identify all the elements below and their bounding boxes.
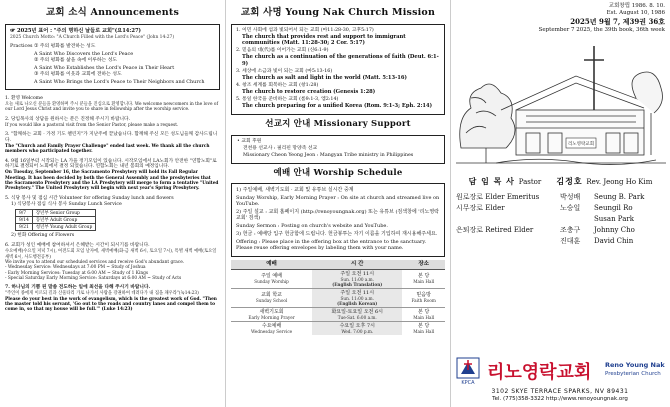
table-row <box>16 210 96 217</box>
kpca-label: KPCA <box>461 380 475 386</box>
mission-en: The church that provides rest and support to immigrant communities (Matt. 11:28-30; 2 Cor. 5:17) <box>242 33 406 47</box>
cover-column <box>450 0 670 407</box>
announcements-column <box>0 0 225 407</box>
worship-line: Sunday Sermon : Posting on church's website and YouTube. <box>236 223 388 230</box>
est-en: Est. August 10, 1986 <box>606 9 665 16</box>
news-en: The "Church and Family Prayer Challenge" ended last week. We thank all the church members who participated together. <box>5 143 210 155</box>
motto-en: 2025 Church Motto: "A Church Filled with the Lord's Peace" (John 14:27) <box>10 35 175 41</box>
vol-date: 9/21 <box>16 224 33 231</box>
service-name: 교회 학교 <box>261 292 283 299</box>
elder-name-en: Susan Park <box>594 214 634 223</box>
pastor-name-en: Rev. Jeong Ho Kim <box>586 177 653 186</box>
elder-name-en: David Chin <box>594 236 634 245</box>
kpca-emblem-icon <box>457 358 479 386</box>
practice-label: Practices <box>10 43 33 49</box>
news-list <box>5 96 220 312</box>
elder-name-en: Seung B. Park <box>594 192 645 201</box>
church-logo <box>455 356 665 386</box>
elder-role: 시무장로 Elder <box>456 203 505 212</box>
news-item <box>5 117 220 128</box>
lunch-service-label: 1) 식당봉사 점심 식사 봉사 Sunday Lunch Service <box>11 201 122 207</box>
worship-info-box <box>231 183 445 256</box>
table-row <box>231 307 445 321</box>
elder-role: 은퇴장로 Retired Elder <box>456 225 534 234</box>
pastor-line <box>456 176 665 187</box>
vol-date: 9/14 <box>16 217 33 224</box>
address-block <box>455 388 665 402</box>
news-item <box>5 96 220 113</box>
service-time: 주일 오전 11시 <box>340 289 375 296</box>
practice-num: ② <box>34 57 39 63</box>
service-note: (English Translation) <box>332 281 383 287</box>
news-ko: 5. 식당 봉사 및 점심 시간 Volunteer for offering Sunday lunch and flowers <box>5 195 174 201</box>
service-place-en: Main Hall <box>413 314 435 320</box>
service-name-en: Sunday Worship <box>254 279 289 285</box>
vol-group: 청년부 Young Adult Group <box>32 224 95 231</box>
motto-box <box>5 24 220 90</box>
service-name-en: Early Morning Prayer <box>248 314 295 320</box>
table-row <box>16 224 96 231</box>
elder-role <box>456 237 560 246</box>
service-note: (English Korean) <box>337 300 378 306</box>
col-place: 장소 <box>402 260 445 269</box>
schedule-line: - Early Morning Services: Tuesday at 6:00 AM ~ Study of 1 Kings <box>5 270 149 276</box>
service-time: 수요일 오후 7시 <box>339 322 375 329</box>
news-en: 오늘 새로 나오신 분들을 환영하며 주시 분들을 진심으로 환영합니다. We welcome newcomers in the love of our Lord Jesus Christ and invite you to share in fellowship after the worship service. <box>5 102 219 113</box>
logo-name-en-1: Reno Young Nak <box>605 361 665 369</box>
service-time: 주일 오전 11시 <box>340 270 375 277</box>
mission-ko: 4. 창조 세계를 회복하는 교회 (창1:28) <box>236 83 319 89</box>
motto-ko: ☞ 2025년 표어 : "주의 명하신 날들로 교회"(요14:27) <box>10 27 142 34</box>
worship-line: 3) 헌금 : 예배당 입구 헌금함에 드립니다. 헌금봉투는 자기 이름을 기입하여 재시용해주세요. <box>236 230 438 237</box>
service-time-en: Wed. 7:00 p.m. <box>341 328 374 334</box>
table-header <box>231 260 445 269</box>
worship-line: 1) 주일예배, 새벽기도회 · 교회 및 유튜브 실시간 중계 <box>236 187 354 194</box>
vol-group: 장년부 Senior Group <box>32 210 95 217</box>
practice-2 <box>10 58 215 64</box>
practice-num: ③ <box>34 72 39 78</box>
elder-name-ko: 노승일 <box>560 203 581 212</box>
news-ko-detail: "주인이 종에게 이르되 길과 산울타리 가로 나가서 사람을 강권하여 데려다가 내 집을 채우라"(눅14:23) <box>5 291 199 297</box>
news-item <box>5 196 220 240</box>
table-row <box>16 217 96 224</box>
pastor-name-ko: 김정호 <box>556 175 583 186</box>
contact: Tel. (775)358-3322 http://www.renoyoungnak.org <box>492 395 628 402</box>
mission-box <box>231 24 445 115</box>
elder-name-ko: 조충구 <box>560 225 581 234</box>
elder-role: 원로장로 Elder Emeritus <box>456 192 540 201</box>
col-service: 예배 <box>231 260 312 269</box>
service-time: 화요일-토요일 오전 6시 <box>331 308 383 315</box>
mission-ko: 1. 이민 사회에 섬과 빛되어서 되는 교회 (마11:28-30, 고후5:17) <box>236 27 374 33</box>
practice-en: A Saint Who Brings the Lord's Peace to Their Neighbors and Church <box>34 79 205 86</box>
news-ko: 6. 교회가 성인 예배에 참여하셔서 은혜받는 시간이 되시기를 바랍니다. <box>5 243 150 249</box>
mission-ko: 2. 믿음의 대(代)를 이어가는 교회 (신6:1-9) <box>236 48 329 54</box>
news-item <box>5 132 220 154</box>
practice-3 <box>10 72 215 78</box>
news-en: On Tuesday, September 16, the Sacramento Presbytery will hold its Fall Regular Meeting. It has been decided by both the General Assembly and the presbyteries that the Sacramento Presbytery and the LA Presbytery will merge to form a tentative "United Presbytery." The United Presbytery will begin with next year's Spring Presbytery. <box>5 170 219 192</box>
news-ko: 2. 당임목사의 상담을 원하시는 분은 진정해 주시기 바랍니다. <box>5 116 131 122</box>
news-item <box>5 243 220 281</box>
table-row <box>231 269 445 288</box>
est-ko: 교회창립 1986. 8. 10. <box>608 3 665 9</box>
service-place: 본 당 <box>418 322 430 329</box>
support-box <box>231 135 445 164</box>
logo-name-ko: 리노영락교회 <box>487 362 592 383</box>
support-title: 선교지 안내 Missionary Support <box>265 119 411 130</box>
practice-ko: 주의 평화를 이웃과 교회에 전하는 성도 <box>39 72 122 78</box>
elder-row <box>456 237 665 246</box>
news-ko: 7. 하나님의 기쁨 된 말씀 전도하는 일에 최선을 다해 주시기 바랍니다. <box>5 285 151 291</box>
mission-en: The church preparing for a unified Korea (Rom. 9:1-3; Eph. 2:14) <box>242 103 433 110</box>
elder-name-ko <box>560 215 594 224</box>
mission-en: The church as salt and light in the world (Matt. 5:13-16) <box>242 75 407 82</box>
mission-en: The church to restore creation (Genesis 1:28) <box>242 89 376 96</box>
news-item <box>5 285 220 312</box>
vol-date: 9/7 <box>16 210 33 217</box>
mission-ko: 3. 세상에 소금과 빛이 되는 교회 (마5:13-16) <box>236 69 333 75</box>
elder-name-en: Johnny Cho <box>594 225 635 234</box>
mission-ko: 5. 통일 한국을 준비하는 교회 (롬9:1-3, 엡2:14) <box>236 97 339 103</box>
church-sign-text: 리노영락교회 <box>567 141 595 147</box>
elder-name-en: Seungil Ro <box>594 203 633 212</box>
elder-row <box>456 204 665 213</box>
schedule-line: - Wednesday Service: Wednesdays at 7:00 PM ~ Study of Joshua <box>5 265 146 271</box>
table-row <box>231 321 445 335</box>
practice-ko: 주의 평화를 삶을 속에 이루하는 성도 <box>39 57 117 63</box>
practice-num: ① <box>34 43 39 49</box>
flowers-label: 2) 헌화 Offering of Flowers <box>11 233 75 239</box>
service-name: 수요예배 <box>261 322 282 329</box>
service-name-en: Sunday School <box>255 298 288 304</box>
practice-en: A Saint Who Discovers the Lord's Peace <box>34 50 134 57</box>
vol-group: 동년부 Adult Group <box>32 217 95 224</box>
announcements-title: 교회 소식 Announcements <box>45 7 180 18</box>
schedule-line: - Special Saturday Early Morning Service: Saturdays at 6:00 AM ~ Study of Acts <box>5 275 182 281</box>
service-place: 믿음방 <box>416 292 431 299</box>
mission-title: 교회 사명 Young Nak Church Mission <box>240 7 436 18</box>
news-ko: 1. 환영 Welcome <box>5 96 43 102</box>
service-time-en: Tue-Sat. 6:00 a.m. <box>337 314 377 320</box>
issue-en: September 7 2025, the 39th book, 36th week <box>538 26 665 33</box>
service-place: 본 당 <box>418 308 430 315</box>
elders-list <box>456 193 665 246</box>
worship-line: 2) 주일 설교 : 교회 홈페이지 (http://renoyoungnak.org) 또는 유튜브 (검색창에 '리노영락교회' 검색) <box>236 209 439 222</box>
church-building-illustration <box>456 38 666 168</box>
practice-en: A Saint Who Establishes the Lord's Peace in Their Heart <box>34 64 175 71</box>
volunteer-table <box>15 209 96 231</box>
elder-name-ko: 진대훈 <box>560 236 581 245</box>
practice-ko: 주의 평화를 발견하는 성도 <box>39 43 96 49</box>
news-en: If you would like a pastoral visit from the Senior Pastor, please make a request. <box>5 122 179 128</box>
elder-name-ko: 박성배 <box>560 192 581 201</box>
mission-column <box>225 0 450 407</box>
worship-title: 예배 안내 Worship Schedule <box>273 167 403 178</box>
service-time-en: Sun. 11:00 a.m. <box>340 295 374 301</box>
col-time: 시 간 <box>312 260 402 269</box>
elder-role <box>456 215 560 224</box>
service-name-en: Wednesday Service <box>250 328 293 334</box>
support-line: Missionary Cheon Yeong Jeon : Mangyan Tribe ministry in Philippines <box>243 152 414 158</box>
service-place-en: Main Hall <box>413 279 435 285</box>
mission-en: The church as a continuation of the generations of faith (Deut. 6:1-9) <box>242 54 439 67</box>
service-name: 새벽기도회 <box>259 308 284 315</box>
address: 3102 SKYE TERRACE SPARKS, NV 89431 <box>491 388 629 395</box>
news-en: Please do your best in the work of evangelism, which is the greatest work of God. "Then the master told his servant, 'Go out to the roads and country lanes and compel them to come in, so that my house will be full.'" (Luke 14:23) <box>5 296 217 313</box>
practice-1 <box>10 44 215 50</box>
pastor-label-ko: 담 임 목 사 <box>468 175 515 186</box>
service-place: 본 당 <box>418 273 430 280</box>
service-place-en: Faith Room <box>411 298 436 304</box>
news-ko: 3. "함께하는 교회 · 가정 기도 챌린지"가 지난주에 끝났습니다. 함께해 주신 모든 성도님들께 감사드립니다. <box>5 132 218 143</box>
service-place-en: Main Hall <box>413 328 435 334</box>
support-line: 전천용 선교사 : 필리핀 망양족 선교 <box>243 145 318 151</box>
news-ko: 4. 9월 16일부터 시작되는 LA 가을 정기모임이 있습니다. 시작모임에서 LA노회가 안전한 "연합노회"로 하기로 결정되어 노회에서 결정 되었습니다. 연합노회는 내년 봄회의 예정입니다. <box>5 158 217 170</box>
news-ko-detail: 수요예배(수요일 저녁 7시), 여전도회 모임 날자에, 새벽예배(화-금 새벽 6시, 토요일 7시), 특별 새벽 예배(토요일 새벽 6시, 사도행전공부) <box>5 249 217 260</box>
issue-ko: 2025년 9월 7, 제39권 36호 <box>570 17 665 27</box>
table-row <box>231 288 445 307</box>
worship-line: Offering : Please place in the offering box at the entrance to the sanctuary. Please reuse offering envelopes by labeling them with your name. <box>236 238 427 251</box>
support-line: • 교회 후원 <box>237 138 262 144</box>
elder-row <box>456 226 665 235</box>
worship-line: Sunday Worship, Early Morning Prayer : On site at church and streamed live on YouTube. <box>236 195 440 208</box>
news-en: We invite you to attend our scheduled services and receive God's abundant grace. <box>5 259 185 265</box>
logo-graphic <box>455 356 665 386</box>
elder-row <box>456 215 665 224</box>
service-table <box>231 260 445 335</box>
service-name: 주일 예배 <box>261 273 283 280</box>
pastor-label-en: Pastor <box>518 177 542 186</box>
logo-name-en-2: Presbyterian Church <box>605 371 661 377</box>
news-item <box>5 159 220 192</box>
elder-row <box>456 193 665 202</box>
service-time-en: Sun. 11:00 a.m. <box>340 276 374 282</box>
